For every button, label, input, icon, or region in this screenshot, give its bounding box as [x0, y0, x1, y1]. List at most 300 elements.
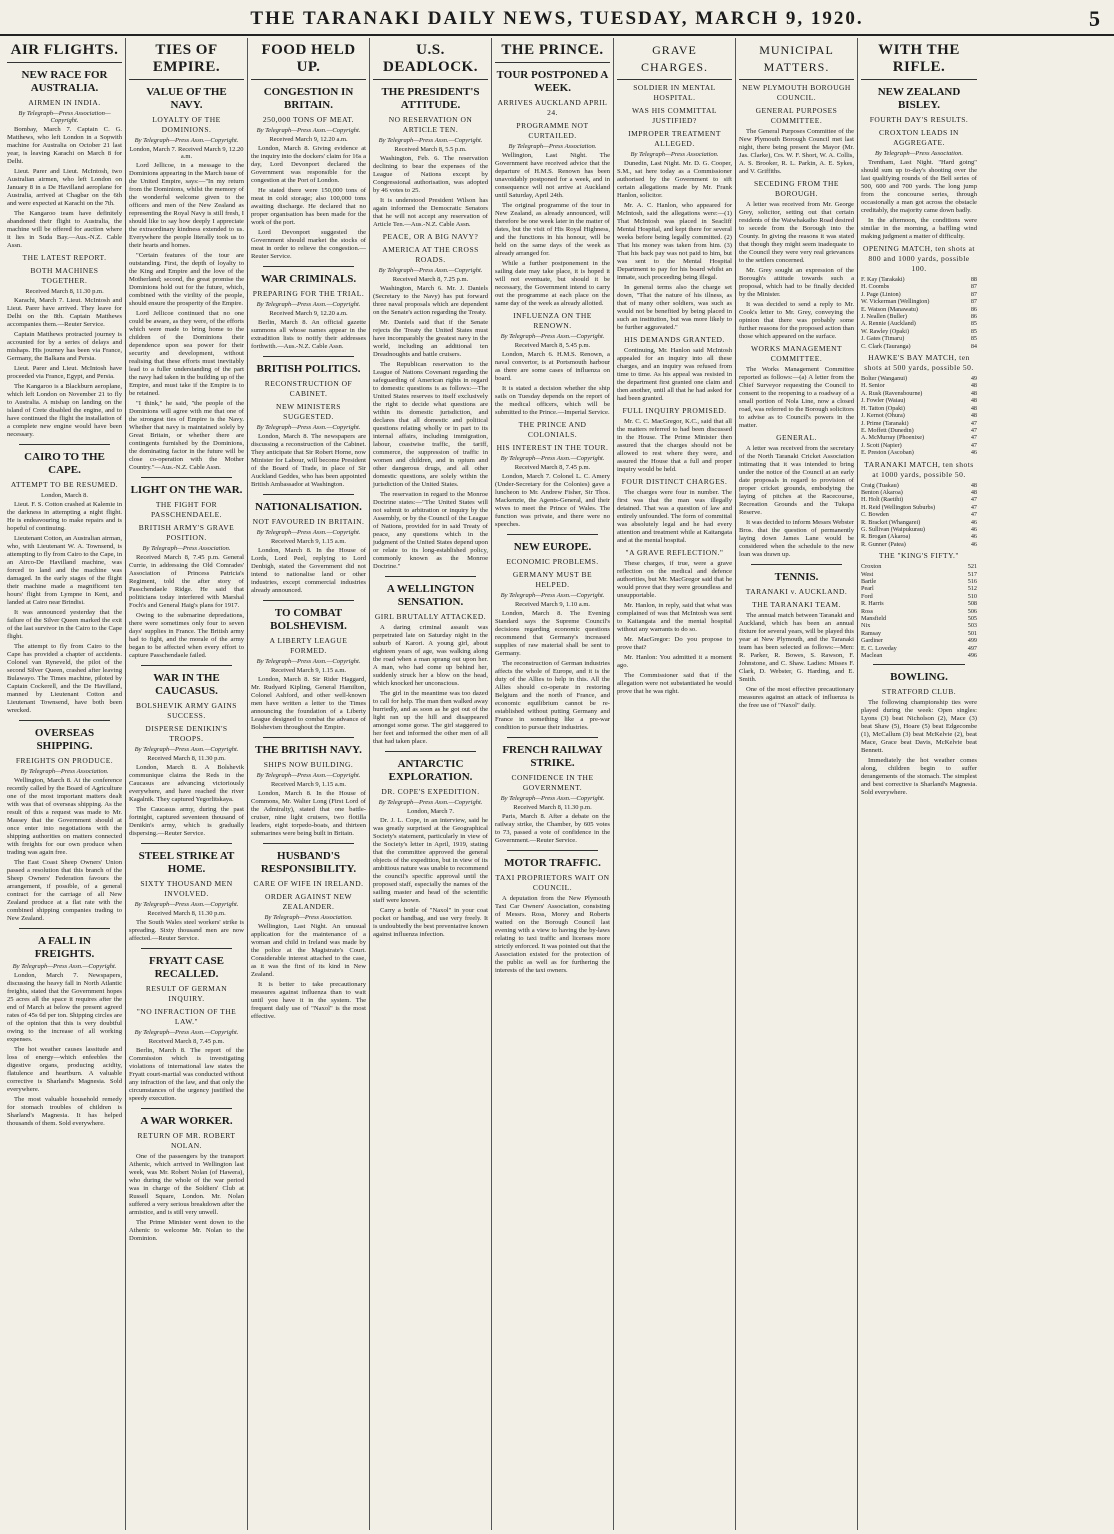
article-paragraph: Mr. MacGregor: Do you propose to prove that? [617, 636, 732, 651]
results-row [861, 306, 977, 313]
article-paragraph: The Prime Minister went down to the Athenic to welcome Mr. Nolan to the Dominion. [129, 1219, 244, 1242]
article-headline: A WAR WORKER. [140, 1115, 233, 1127]
competitor-score: 510 [967, 592, 977, 600]
article-subheading: THE PRINCE AND COLONIALS. [518, 420, 587, 439]
competitor-score: 521 [967, 563, 977, 571]
article-paragraph: "I think," he said, "the people of the Dominions will agree with me that one of the strongest ties of Empire is the Navy. Whether that navy is maintained solely by Great Britain, or whether there are contingents furnished by the Dominions, the dominating factor in the future will be close co-operation with the Mother Country."—Aus.-N.Z. Cable Assn. [129, 400, 244, 471]
results-row [861, 608, 977, 615]
article-paragraph: The girl in the meantime was too dazed to call for help. The man then walked away hurriedly, and as soon as he got out of the light ran up the hill and disappeared amongst some gorse. The girl staggered to her feet and informed the other men of all that had taken place. [373, 690, 488, 745]
column-headline: MUNICIPAL MATTERS. [739, 42, 854, 80]
results-row [861, 533, 977, 540]
article-paragraph: A letter was received from the secretary of the North Taranaki Cricket Association intimating that it was intended to bring under the notice of the Council at an early date proposals in regard to provision of proper cricket grounds, embodying the laying of pitches at the Racecourse, Recreation Grounds and the Tukapa Reserve. [739, 445, 854, 516]
article-paragraph: The Works Management Committee reported as follows:—(a) A letter from the Chief Surveyor requesting the Council to consent to the reopening to a roadway of a small portion of Nola Line, now a closed road, was referred to the Borough solicitors to advise as to Council's powers in the matter. [739, 366, 854, 429]
competitor-name: W. Rawley (Opaki) [861, 327, 910, 335]
article-subheading: ORDER AGAINST NEW ZEALANDER. [264, 892, 353, 911]
article-paragraph: Mr. Daniels said that if the Senate rejects the Treaty the United States must have incomparably the greatest navy in the world, including an additional ten Dreadnoughts and battle cruisers. [373, 319, 488, 358]
article-paragraph: A daring criminal assault was perpetrated late on Saturday night in the suburb of Karori. A young girl, about eighteen years of age, was walking along the road when a man sprang out upon her. A man, who had come up behind her, suddenly struck her a blow on the head, which knocked her unconscious. [373, 624, 488, 687]
competitor-name: J. Neallen (Buller) [861, 313, 907, 321]
results-row [861, 328, 977, 335]
article-subheading: PROGRAMME NOT CURTAILED. [516, 121, 589, 140]
dateline: Received March 8, 7.45 p.m. [148, 1038, 225, 1045]
results-row [861, 320, 977, 327]
article-paragraph: Carry a bottle of "Naxol" in your coat pocket or handbag, and use very freely. It is undoubtedly the best preventative known against influenza infection. [373, 907, 488, 938]
article-paragraph: Dunedin, Last Night. Mr. D. G. Cooper, S.M., sat here today as a Commissioner authorised by the Government to sift certain allegations made by Mr. Frank Hanlon, solicitor. [617, 160, 732, 199]
article-paragraph: It is better to take precautionary measures against influenza than to wait until you have it in the system. The frequent daily use of "Naxol" is the most effective. [251, 981, 366, 1020]
competitor-name: A. Rusk (Ravensbourne) [861, 389, 923, 397]
masthead-title: THE TARANAKI DAILY NEWS, TUESDAY, MARCH 9, 1920. [250, 8, 864, 29]
column [370, 38, 492, 1530]
competitor-name: J. Gates (Timaru) [861, 335, 905, 343]
article-headline: NEW EUROPE. [513, 541, 592, 553]
competitor-name: H. Tatton (Opaki) [861, 404, 905, 412]
competitor-name: West [861, 570, 874, 578]
article-headline: MOTOR TRAFFIC. [504, 857, 601, 869]
dateline: London, March 7. [407, 808, 454, 815]
section-rule [141, 665, 232, 666]
article-paragraph: Mr. Hanlon: You admitted it a moment ago. [617, 654, 732, 669]
article-subheading: DISPERSE DENIKIN'S TROOPS. [145, 724, 228, 743]
competitor-score: 46 [970, 449, 977, 457]
article-paragraph: London, March 6. H.M.S. Renown, a naval convertor, is at Portsmouth harbour as there are some cases of influenza on board. [495, 351, 610, 382]
article-subheading: NEW PLYMOUTH BOROUGH COUNCIL. [742, 83, 851, 102]
column-headline: TIES OF EMPIRE. [129, 42, 244, 80]
byline: By Telegraph—Press Assn.—Copyright. [12, 963, 117, 970]
section-rule [507, 737, 598, 738]
competitor-score: 501 [967, 629, 977, 637]
article-subheading: SECEDING FROM THE BOROUGH. [753, 179, 840, 198]
competitor-score: 48 [970, 481, 977, 489]
byline: By Telegraph—Press Assn.—Copyright. [378, 267, 483, 274]
article-paragraph: Wellington, March 8. At the conference recently called by the Board of Agriculture one of the most important matters dealt with was that of overseas shipping. As the result of this a request was made to Mr. Massey that the Government should at once enter into negotiations with the shipping authorities on matters connected with freights for our own produce when trading was again free. [7, 777, 122, 856]
article-headline: NATIONALISATION. [255, 501, 362, 513]
article-paragraph: The Caucasus army, during the past fortnight, captured seventeen thousand of Denikin's army, which is gradually dispersing.—Reuter Service. [129, 806, 244, 837]
results-row [861, 390, 977, 397]
article-subheading: "A GRAVE REFLECTION." [625, 548, 724, 557]
article-paragraph: Berlin, March 8. The report of the Commission which is investigating violations of international law states the Fryatt court-martial was conducted without any infraction of the law, and that only the circumstances of the urgency justified the speedy execution. [129, 1047, 244, 1102]
competitor-name: E. C. Loveday [861, 644, 897, 652]
byline: By Telegraph—Press Assn.—Copyright. [256, 301, 361, 308]
results-row [861, 283, 977, 290]
competitor-score: 46 [970, 525, 977, 533]
competitor-score: 85 [970, 327, 977, 335]
results-row [861, 313, 977, 320]
competitor-name: J. Fowler (Waiau) [861, 397, 906, 405]
article-subheading: SHIPS NOW BUILDING. [263, 760, 354, 769]
article-paragraph: Dr. J. L. Cope, in an interview, said he was greatly surprised at the Geographical Society's statement, particularly in view of the Society's letter in April, 1919, stating that the committee approved the general objects of the expedition, but in view of its ambitious nature was unable to recommend the council's specific approval until the proposed staff, especially the names of the sailing master and head of the scientific staff were known. [373, 817, 488, 904]
byline: By Telegraph—Press Assn.—Copyright. [500, 592, 605, 599]
results-row [861, 645, 977, 652]
competitor-score: 508 [967, 600, 977, 608]
dateline: Received March 9, 12.20 a.m. [269, 136, 348, 143]
results-row [861, 541, 977, 548]
results-row [861, 585, 977, 592]
results-row [861, 375, 977, 382]
competitor-name: R. Gunner (Patea) [861, 540, 906, 548]
article-subheading: GENERAL PURPOSES COMMITTEE. [755, 106, 838, 125]
article-paragraph: The reconstruction of German industries affects the whole of Europe, and it is the duty of the Allies to help in this. All the Allies should co-operate in restoring Belgium and the north of France, and economic equilibrium cannot be re-established without putting Germany and France in something like a pre-war condition to pursue their industries. [495, 660, 610, 731]
competitor-score: 499 [967, 637, 977, 645]
article-headline: VALUE OF THE NAVY. [146, 86, 227, 111]
section-rule [751, 564, 842, 565]
page-number: 5 [1089, 6, 1100, 31]
competitor-name: Gardiner [861, 637, 883, 645]
article-subheading: 250,000 TONS OF MEAT. [262, 115, 355, 124]
dateline: Received March 9, 1.15 a.m. [270, 538, 347, 545]
dateline: Received March 8, 5.45 p.m. [514, 342, 591, 349]
article-subheading: RECONSTRUCTION OF CABINET. [264, 379, 353, 398]
article-paragraph: A letter was received from Mr. George Grey, solicitor, setting out that certain residents of the Waiwhakaiho Road desired to secede from the Borough into the County. In giving the reasons it was stated that though they might seem inadequate to the Council they were very real grievances to the settlers concerned. [739, 201, 854, 264]
competitor-score: 87 [970, 298, 977, 306]
article-subheading: TARANAKI MATCH, ten shots at 1000 yards, possible 50. [864, 459, 974, 479]
article-headline: LIGHT ON THE WAR. [130, 484, 243, 496]
article-subheading: NO RESERVATION ON ARTICLE TEN. [388, 115, 473, 134]
dateline: London, March 8. [41, 492, 88, 499]
article-paragraph: Mr. C. C. MacGregor, K.C., said that all the matters referred to had been discussed in the House. The Prime Minister then assured that the charges should not be allowed to rest where they were, and assured the House that a full and proper inquiry would be held. [617, 418, 732, 473]
competitor-score: 87 [970, 290, 977, 298]
article-subheading: BRITISH ARMY'S GRAVE POSITION. [138, 523, 235, 542]
competitor-score: 512 [967, 585, 977, 593]
competitor-score: 503 [967, 622, 977, 630]
article-subheading: LOYALTY OF THE DOMINIONS. [152, 115, 221, 134]
article-paragraph: These charges, if true, were a grave reflection on the medical and defence authorities, but Mr. MacGregor said that he would prove that they were groundless and unsupportable. [617, 560, 732, 599]
article-subheading: WORKS MANAGEMENT COMMITTEE. [750, 344, 843, 363]
section-rule [141, 948, 232, 949]
article-paragraph: London, March 8. In the House of Commons, Mr. Walter Long (First Lord of the Admiralty), stated that one battle-cruiser, nine light cruisers, two flotilla leaders, eight torpedo-boats, and thirteen submarines were being built in Britain. [251, 790, 366, 837]
article-paragraph: The following championship ties were played during the week: Open singles: Lyons (3) beat Nicholson (2), Mace (3) beat Shaw (5), Hoare (5) beat Edgecombe (1), McCallum (3) beat McKelvie (2), beat Mace, Grace beat Davis, McKelvie beat Bennett. [861, 699, 977, 755]
competitor-name: H. Senior [861, 382, 885, 390]
article-subheading: STRATFORD CLUB. [881, 687, 957, 697]
competitor-name: W. Vickerman (Wellington) [861, 298, 930, 306]
article-subheading: GERMANY MUST BE HELPED. [512, 570, 593, 589]
results-list [861, 375, 977, 456]
competitor-score: 48 [970, 488, 977, 496]
article-paragraph: Lord Jellicoe continued that no one could be aware, as they were, of the efforts which were made to bring home to the children of the Dominions their dependence upon sea power for their security and development, without realising that these efforts must inevitably lead to a fuller understanding of the part the navy had taken in the building up of the Empire, and must take if the Empire is to be retained. [129, 310, 244, 397]
article-paragraph: "Certain features of the tour are outstanding. First, the depth of loyalty to the King and Empire and the love of the Motherland; second, the great promise the Dominions hold out for the future, which, combined with the virility of the people, should ensure the prosperity of the Empire. [129, 252, 244, 307]
competitor-score: 48 [970, 389, 977, 397]
competitor-score: 48 [970, 404, 977, 412]
article-paragraph: The South Wales steel workers' strike is spreading. Sixty thousand men are now affected.—Reuter Service. [129, 919, 244, 942]
article-headline: OVERSEAS SHIPPING. [34, 727, 95, 752]
article-paragraph: Mr. Hanlon, in reply, said that what was complained of was that McIntosh was sent to Kaitangata and the mental hospital without any warrants to do so. [617, 602, 732, 633]
article-paragraph: It is understood President Wilson has again informed the Democratic Senators that he will not accept any reservation of Article Ten.—Aus.-N.Z. Cable Assn. [373, 197, 488, 228]
competitor-name: Bartle [861, 578, 877, 585]
article-paragraph: London, March 7. Newspapers, discussing the heavy fall in North Atlantic freights, stated that the Government hopes 25 acres all the space it requires after the end of March at below the present agreed rates of 45s 6d per ton. Shipping circles are of the opinion that this is very doubtful owing to the increase of all working expenses. [7, 972, 122, 1043]
article-paragraph: Lord Jellicoe, in a message to the Dominions appearing in the March issue of the United Empire, says:—"In my return from the Dominions, whilst the memory of the wonderful welcome given to the officers and men of the New Zealand as representing the Royal Navy is still fresh, I should like to say how deeply I appreciate the extraordinary kindness extended to us. Everywhere the people literally took us to their hearts and homes. [129, 162, 244, 249]
article-paragraph: Mr. A. C. Hanlon, who appeared for McIntosh, said the allegations were:—(1) That McIntosh was placed in Seacliff Mental Hospital, and kept there for several weeks before being legally committed. (2) That his money was taken from him. (3) That his back pay was not paid to him, but was sent to the Mental Hospital Department to pay for his board whilst an inmate, such proceeding being illegal. [617, 202, 732, 281]
competitor-score: 46 [970, 518, 977, 526]
competitor-score: 47 [970, 434, 977, 442]
competitor-name: C. Bowden [861, 511, 889, 519]
results-row [861, 615, 977, 622]
article-paragraph: The Kangaroo team have definitely abandoned their flight to Australia, the machine will be offered for auction where it lies in Suda Bay.—Aus.-N.Z. Cable Assn. [7, 210, 122, 249]
article-paragraph: The attempt to fly from Cairo to the Cape has provided a chapter of accidents. Colonel van Ryneveld, the pilot of the second Silver Queen, crashed after leaving Bulawayo. The Times machine, piloted by Captain Cockerell, and the De Havilland, manned by Lieutenant Cotton and Lieutenant Townsend, have both been wrecked. [7, 643, 122, 714]
article-subheading: NOT FAVOURED IN BRITAIN. [252, 517, 365, 526]
article-paragraph: The original programme of the tour in New Zealand, as already announced, will therefore be one week later in the matter of dates, but the visit of His Royal Highness, and the functions in his honour, will be held on the same days of the week as already arranged for. [495, 202, 610, 257]
column-headline: FOOD HELD UP. [251, 42, 366, 80]
article-headline: HUSBAND'S RESPONSIBILITY. [260, 850, 357, 875]
results-row [861, 397, 977, 404]
competitor-name: Ramsay [861, 629, 881, 637]
competitor-score: 48 [970, 382, 977, 390]
article-subheading: HAWKE'S BAY MATCH, ten shots at 500 yards, possible 50. [864, 353, 974, 373]
section-rule [263, 266, 354, 267]
article-headline: ANTARCTIC EXPLORATION. [388, 758, 473, 783]
article-paragraph: Owing to the submarine depredations, there were sometimes only four to seven days' supplies in France. The British army had to fight, and the morale of the army began to be affected when every effort to capture Passchendaele failed. [129, 612, 244, 659]
article-subheading: CONFIDENCE IN THE GOVERNMENT. [511, 773, 594, 792]
competitor-name: C. Clark (Tauranga) [861, 342, 911, 350]
competitor-name: F. Kay (Tarakaki) [861, 276, 905, 283]
byline: By Telegraph—Press Assn.—Copyright. [256, 772, 361, 779]
byline: By Telegraph—Press Assn.—Copyright. [134, 901, 239, 908]
competitor-name: R. Harris [861, 600, 884, 608]
results-row [861, 291, 977, 298]
results-row [861, 637, 977, 644]
competitor-score: 506 [967, 607, 977, 615]
article-paragraph: London, March 8. The Evening Standard says the Supreme Council's decisions regarding economic questions recommend that Germany's increased supplies of raw material shall be sent to Germany. [495, 610, 610, 657]
competitor-score: 497 [967, 644, 977, 652]
byline: By Telegraph—Press Assn.—Copyright. [134, 746, 239, 753]
competitor-score: 86 [970, 313, 977, 321]
section-rule [263, 494, 354, 495]
article-paragraph: London, March 8. The newspapers are discussing a reconstruction of the Cabinet. They anticipate that Sir Robert Horne, now Minister for Labour, will become President of the Board of Trade, in place of Sir Auckland Geddes, who has been appointed British Ambassador at Washington. [251, 433, 366, 488]
article-subheading: SIXTY THOUSAND MEN INVOLVED. [140, 879, 233, 898]
article-headline: BRITISH POLITICS. [256, 363, 361, 375]
article-headline: TO COMBAT BOLSHEVISM. [270, 607, 347, 632]
article-headline: STEEL STRIKE AT HOME. [138, 850, 235, 875]
competitor-score: 516 [967, 578, 977, 585]
article-paragraph: Bombay, March 7. Captain C. G. Matthews, who left London in a Sopwith machine for Australia on October 21 last year, is leaving Karachi on March 8 for Delhi. [7, 126, 122, 165]
section-rule [507, 850, 598, 851]
article-headline: TOUR POSTPONED A WEEK. [496, 69, 609, 94]
article-paragraph: The General Purposes Committee of the New Plymouth Borough Council met last night, there being present the Mayor (Mr. Jas. Clarke), Crs. W. F. Short, W. A. Collis, A. S. Brooker, R. L. Parkin, A. E. Sykes, and V. Griffiths. [739, 128, 854, 175]
section-rule [263, 356, 354, 357]
article-subheading: ARRIVES AUCKLAND APRIL 24. [497, 98, 608, 117]
article-headline: CAIRO TO THE CAPE. [24, 451, 105, 476]
section-rule [385, 751, 476, 752]
byline: By Telegraph—Press Assn.—Copyright. [500, 333, 605, 340]
article-headline: A WELLINGTON SENSATION. [386, 583, 475, 608]
results-row [861, 449, 977, 456]
article-subheading: NEW MINISTERS SUGGESTED. [276, 402, 341, 421]
column [858, 38, 980, 1530]
results-row [861, 382, 977, 389]
article-paragraph: In the afternoon, the conditions were similar in the morning, a baffling wind making judgment a matter of difficulty. [861, 217, 977, 240]
article-paragraph: The East Coast Sheep Owners' Union passed a resolution that this branch of the Sheep Owners' Federation favours the arrangement, if possible, of a general contract for the carriage of all New Zealand produce at a flat rate with the combined shipping companies trading to New Zealand. [7, 859, 122, 922]
byline: By Telegraph—Press Association. [874, 150, 964, 157]
article-paragraph: Lieut. F. S. Cotton crashed at Kalemie in the darkness in attempting a night flight. He is endeavouring to make repairs and is hopeful of continuing. [7, 501, 122, 532]
article-paragraph: Lieutenant Cotton, an Australian airman, who, with Lieutenant W. A. Townsend, is attempting to fly from Cairo to the Cape, in an Airco-De Havilland machine, was forced to land and the machine was damaged. In the early stages of the flight their machine made a magnificent ten hours' flight from Lympne in Kent, and landed at Cairo near Brindisi. [7, 535, 122, 606]
results-row [861, 563, 977, 570]
competitor-score: 46 [970, 533, 977, 541]
column-headline: WITH THE RIFLE. [861, 42, 977, 80]
article-subheading: INFLUENZA ON THE RENOWN. [513, 311, 592, 330]
column [614, 38, 736, 1530]
article-headline: FRENCH RAILWAY STRIKE. [502, 744, 603, 769]
competitor-name: Nix [861, 622, 871, 630]
competitor-score: 47 [970, 426, 977, 434]
competitor-name: E. Watson (Manawatu) [861, 305, 918, 313]
article-subheading: GIRL BRUTALLY ATTACKED. [374, 612, 487, 621]
article-subheading: BOTH MACHINES TOGETHER. [30, 266, 99, 285]
article-subheading: THE FIGHT FOR PASSCHENDAELE. [150, 500, 223, 519]
competitor-score: 48 [970, 412, 977, 420]
article-subheading: CROXTON LEADS IN AGGREGATE. [879, 128, 959, 147]
article-paragraph: A deputation from the New Plymouth Taxi Car Owners' Association, consisting of Messrs. Ross, Morey and Roberts waited on the Borough Council last evening with a view to having the by-laws relating to taxi traffic and licenses more strictly enforced. It was pointed out that the Association existed for the protection of the public as well as for furthering the interests of the taxi owners. [495, 895, 610, 974]
competitor-name: H. Reid (Wellington Suburbs) [861, 503, 936, 511]
article-paragraph: One of the passengers by the transport Athenic, which arrived in Wellington last week, was Mr. Robert Nolan (of Hawera), who during the whole of the war period was in charge of the Soldiers' Club at Russell Square, London. Mr. Nolan suffered a very serious breakdown after the armistice, and is still very unwell. [129, 1153, 244, 1216]
competitor-score: 47 [970, 441, 977, 449]
results-row [861, 630, 977, 637]
article-paragraph: London, March 7. Colonel L. C. Amery (Under-Secretary for the Colonies) gave a luncheon to Mr. Andrew Fisher, Sir Thos. Mackenzie, the Agents-General, and their wives to meet the Prince of Wales. The function was private, and there were no speeches. [495, 473, 610, 528]
competitor-score: 84 [970, 342, 977, 350]
competitor-score: 47 [970, 511, 977, 519]
article-paragraph: The annual match between Taranaki and Auckland, which has been an annual fixture for several years, will be played this year at New Plymouth, and the Taranaki team has been selected as follows:—Men: R. Parker, R. Bowes, S. Rawson, F. Johnstone, and C. Shaw. Ladies: Misses F. Clark, D. Webster, G. Harding, and E. Smith. [739, 612, 854, 683]
article-subheading: THE LATEST REPORT. [22, 253, 107, 262]
results-row [861, 434, 977, 441]
byline: By Telegraph—Press Association. [20, 768, 109, 775]
article-headline: WAR CRIMINALS. [260, 273, 357, 285]
article-subheading: IMPROPER TREATMENT ALLEGED. [628, 129, 721, 148]
results-list [861, 276, 977, 350]
byline: By Telegraph—Press Assn.—Copyright. [256, 658, 361, 665]
article-paragraph: It was decided to inform Messrs Webster Bros. that the question of permanently laying down James Lane would be considered when the schedule to the new loan was drawn up. [739, 519, 854, 558]
results-row [861, 276, 977, 283]
competitor-score: 86 [970, 305, 977, 313]
article-paragraph: Washington, Feb. 6. The reservation declining to bear the expenses of the League of Nations except by Congressional authorisation, was adopted by 46 votes to 25. [373, 155, 488, 194]
section-rule [19, 444, 110, 445]
dateline: Received March 8, 11.30 p.m. [147, 910, 226, 917]
results-list [861, 563, 977, 659]
competitor-name: E. Moffett (Dunedin) [861, 426, 914, 434]
competitor-name: J. Scott (Napier) [861, 441, 902, 449]
article-paragraph: He stated there were 150,000 tons of meat in cold storage; also 100,000 tons awaiting discharge. He declared that no proper organisation has been made for the work of the port. [251, 187, 366, 226]
results-row [861, 343, 977, 350]
dateline: Received March 9, 12.20 a.m. [269, 310, 348, 317]
results-row [861, 622, 977, 629]
article-subheading: WAS HIS COMMITTAL JUSTIFIED? [632, 106, 717, 125]
byline: By Telegraph—Press Association. [508, 143, 597, 150]
competitor-score: 46 [970, 540, 977, 548]
competitor-name: J. Kernot (Ohura) [861, 412, 905, 420]
competitor-name: A. Rennie (Auckland) [861, 320, 916, 328]
competitor-score: 505 [967, 615, 977, 623]
results-row [861, 519, 977, 526]
article-headline: NEW ZEALAND BISLEY. [877, 86, 961, 111]
dateline: London, March 7. Received March 9, 12.20 a.m. [129, 146, 244, 160]
competitor-score: 88 [970, 276, 977, 283]
competitor-name: R. Bracket (Whangarei) [861, 518, 921, 526]
article-subheading: HIS DEMANDS GRANTED. [624, 335, 725, 344]
article-headline: BOWLING. [890, 671, 948, 684]
competitor-name: R. Brogan (Akaroa) [861, 533, 911, 541]
article-subheading: ATTEMPT TO BE RESUMED. [10, 480, 119, 489]
byline: By Telegraph—Press Association. [142, 545, 231, 552]
article-paragraph: London, March 8. Giving evidence at the inquiry into the dockers' claim for 16s a day, Lord Devonport declared the Government was responsible for the congestion at the Port of London. [251, 145, 366, 184]
byline: By Telegraph—Press Assn.—Copyright. [500, 455, 605, 462]
results-row [861, 526, 977, 533]
article-subheading: "NO INFRACTION OF THE LAW." [136, 1007, 237, 1026]
results-row [861, 420, 977, 427]
article-paragraph: It was announced yesterday that the failure of the Silver Queen marked the exit of the last survivor in the Cairo to the Cape flight. [7, 609, 122, 640]
results-row [861, 335, 977, 342]
article-subheading: SOLDIER IN MENTAL HOSPITAL. [633, 83, 716, 102]
results-row [861, 412, 977, 419]
article-subheading: THE TARANAKI TEAM. [752, 600, 841, 609]
section-rule [141, 1108, 232, 1109]
dateline: Received March 8, 11.30 p.m. [147, 755, 226, 762]
competitor-name: Benton (Akaroa) [861, 488, 903, 496]
byline: By Telegraph—Press Assn.—Copyright. [134, 1029, 239, 1036]
article-subheading: DR. COPE'S EXPEDITION. [381, 787, 480, 796]
article-subheading: TAXI PROPRIETORS WAIT ON COUNCIL. [495, 873, 610, 892]
results-row [861, 571, 977, 578]
section-rule [507, 534, 598, 535]
article-paragraph: The reservation in regard to the Monroe Doctrine states:—"The United States will not submit to arbitration or inquiry by the Assembly, or by the Council of the League of Nations, provided for in said Treaty of peace, any questions which in the judgment of the United States depend upon or relate to its long-established policy, commonly known as the Monroe Doctrine." [373, 491, 488, 570]
competitor-name: H. Holt (Raetihi) [861, 496, 904, 504]
results-row [861, 427, 977, 434]
article-paragraph: Received March 8, 7.45 p.m. General Currie, in addressing the Old Comrades' Association of Princess Patricia's Regiment, told the after story of Passchendaele Ridge. He said that politicians today interfered with Marshal Foch's and General Haig's plans for 1917. [129, 554, 244, 609]
article-paragraph: Mr. Grey sought an expression of the Borough's attitude towards such a proposal, which had to be finally decided by the Minister. [739, 267, 854, 298]
article-headline: TENNIS. [774, 571, 819, 583]
article-headline: A FALL IN FREIGHTS. [34, 935, 95, 960]
competitor-score: 47 [970, 496, 977, 504]
newspaper-columns [4, 38, 1110, 1530]
competitor-name: J. Prime (Taranaki) [861, 419, 909, 427]
article-subheading: THE "KING'S FIFTY." [879, 551, 959, 561]
section-rule [263, 737, 354, 738]
article-paragraph: While a further postponement in the sailing date may take place, it is hoped it will not eventuate, but should it be necessary, the Government intend to carry out the programme at each place on the same day of the week as already allotted. [495, 260, 610, 307]
article-subheading: GENERAL. [776, 433, 817, 442]
section-rule [263, 600, 354, 601]
article-subheading: ECONOMIC PROBLEMS. [506, 557, 599, 566]
dateline: Received March 8, 7.45 p.m. [514, 464, 591, 471]
byline: By Telegraph—Press Assn.—Copyright. [378, 137, 483, 144]
article-subheading: OPENING MATCH, ten shots at 800 and 1000 yards, possible 100. [862, 244, 976, 273]
competitor-name: J. Page (Linton) [861, 290, 901, 298]
competitor-name: Pearl [861, 585, 874, 593]
article-paragraph: Berlin, March 8. An official gazette summons all whose names appear in the extradition lists to notify their addresses forthwith.—Aus.-N.Z. Cable Assn. [251, 319, 366, 350]
article-headline: THE PRESIDENT'S ATTITUDE. [381, 86, 480, 111]
article-paragraph: London, March 8. In the House of Lords, Lord Peel, replying to Lord Denbigh, stated the Government did not intend to nationalise land or other industries, except commercial industries already announced. [251, 547, 366, 594]
competitor-score: 85 [970, 335, 977, 343]
article-subheading: CARE OF WIFE IN IRELAND. [253, 879, 364, 888]
article-paragraph: Continuing, Mr. Hanlon said McIntosh appealed for an inquiry into all these charges, and an inquiry was refused from time to time. As his appeal was resisted in the department first granted one claim and then another, until all that he had asked for had been granted. [617, 347, 732, 402]
results-row [861, 511, 977, 518]
results-row [861, 298, 977, 305]
results-list [861, 482, 977, 549]
article-subheading: FOUR DISTINCT CHARGES. [621, 477, 728, 486]
results-row [861, 504, 977, 511]
article-paragraph: The most valuable household remedy for stomach troubles of children is Sharland's Magnesia. It has helped thousands of them. Sold everywhere. [7, 1096, 122, 1127]
competitor-name: Croxton [861, 563, 882, 571]
column [492, 38, 614, 1530]
competitor-name: A. McMurray (Phoenixe) [861, 434, 925, 442]
section-rule [263, 843, 354, 844]
article-headline: THE BRITISH NAVY. [255, 744, 362, 756]
section-rule [873, 664, 965, 665]
column [4, 38, 126, 1530]
article-subheading: AMERICA AT THE CROSS ROADS. [382, 245, 479, 264]
article-subheading: BOLSHEVIK ARMY GAINS SUCCESS. [136, 701, 237, 720]
article-paragraph: Captain Matthews protracted journey is accounted for by a series of delays and mishaps. His journey has been via France, Germany, the Balkans and Persia. [7, 331, 122, 362]
article-subheading: TARANAKI v. AUCKLAND. [745, 587, 848, 596]
article-subheading: AIRMEN IN INDIA. [28, 98, 101, 107]
article-paragraph: Immediately the hot weather comes along, children begin to suffer derangements of the stomach. The simplest and best corrective is Sharland's Magnesia. Sold everywhere. [861, 757, 977, 797]
column-headline: AIR FLIGHTS. [7, 42, 122, 63]
article-paragraph: Karachi, March 7. Lieut. McIntosh and Lieut. Parer have arrived. They leave for Delhi on the 8th. Captain Matthews accompanies them.—Reuter Service. [7, 297, 122, 328]
byline: By Telegraph—Press Assn.—Copyright. [378, 799, 483, 806]
dateline: Received March 9, 1.15 a.m. [270, 667, 347, 674]
